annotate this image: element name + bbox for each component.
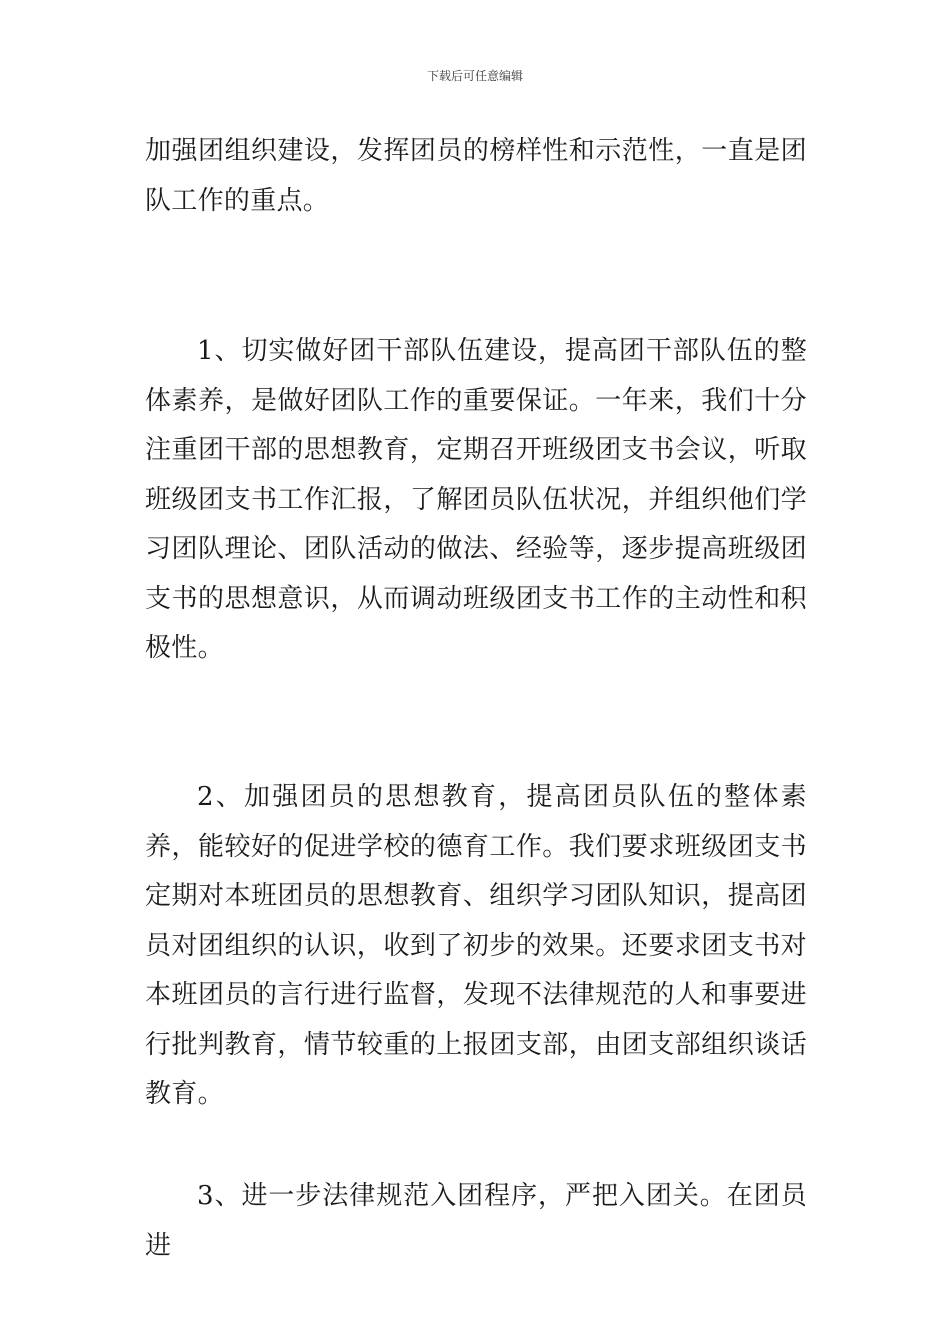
paragraph-item-1: 1、切实做好团干部队伍建设，提高团干部队伍的整体素养，是做好团队工作的重要保证。一年来，我们十分注重团干部的思想教育，定期召开班级团支书会议，听取班级团支书工作汇报，了解团员队伍状况，并组织他们学习团队理论、团队活动的做法、经验等，逐步提高班级团支书的思想意识，从而调动班级团支书工作的主动性和积极性。 [145,336,807,663]
header-note: 下载后可任意编辑 [426,69,523,83]
paragraph-item-3: 3、进一步法律规范入团程序，严把入团关。在团员进 [145,1181,807,1261]
paragraph-item-2: 2、加强团员的思想教育，提高团员队伍的整体素养，能较好的促进学校的德育工作。我们要求班级团支书定期对本班团员的思想教育、组织学习团队知识，提高团员对团组织的认识，收到了初步的效果。还要求团支书对本班团员的言行进行监督，发现不法律规范的人和事要进行批判教育，情节较重的上报团支部，由团支部组织谈话教育。 [145,782,807,1109]
paragraph-intro: 加强团组织建设，发挥团员的榜样性和示范性，一直是团队工作的重点。 [145,136,807,216]
